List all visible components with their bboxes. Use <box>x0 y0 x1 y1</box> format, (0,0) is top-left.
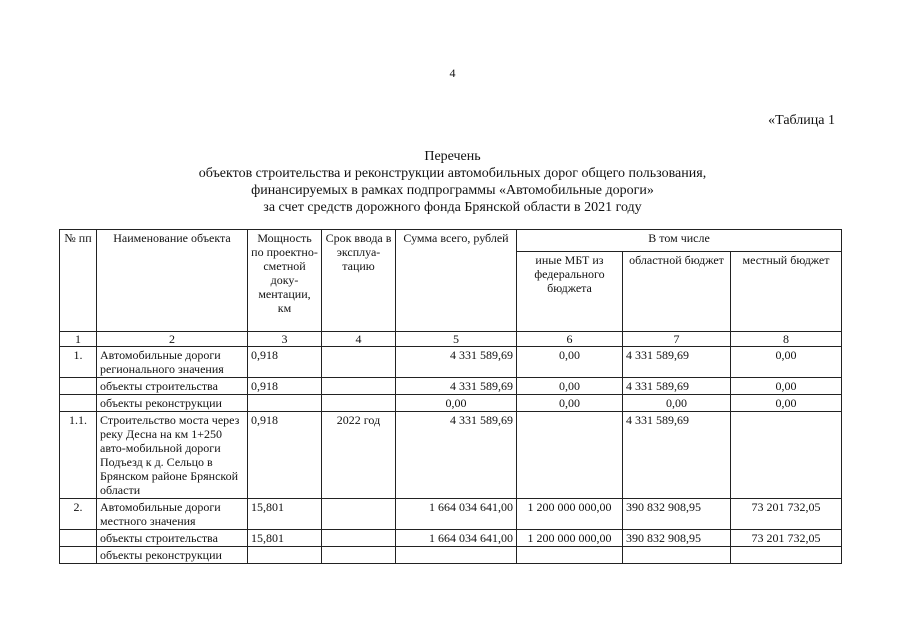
row-num <box>60 547 97 564</box>
row-regional: 4 331 589,69 <box>623 378 731 395</box>
row-capacity <box>248 547 322 564</box>
title-line: Перечень <box>424 149 481 164</box>
row-date <box>322 499 396 530</box>
table-row <box>60 547 842 564</box>
table-row <box>60 378 842 395</box>
row-name: объекты реконструкции <box>97 547 248 564</box>
row-capacity: 0,918 <box>248 412 322 499</box>
title-line: финансируемых в рамках подпрограммы «Автомобильные дороги» <box>251 183 654 198</box>
row-num <box>60 378 97 395</box>
row-num <box>60 530 97 547</box>
row-mbt <box>517 547 623 564</box>
row-regional: 390 832 908,95 <box>623 530 731 547</box>
row-date <box>322 378 396 395</box>
row-num: 2. <box>60 499 97 530</box>
index-cell: 8 <box>731 332 842 347</box>
row-mbt: 0,00 <box>517 347 623 378</box>
header-regional: областной бюджет <box>623 252 731 332</box>
row-mbt: 1 200 000 000,00 <box>517 499 623 530</box>
index-cell: 2 <box>97 332 248 347</box>
index-cell: 4 <box>322 332 396 347</box>
table-row <box>60 499 842 530</box>
row-date <box>322 395 396 412</box>
row-name: объекты строительства <box>97 530 248 547</box>
title-line: за счет средств дорожного фонда Брянской области в 2021 году <box>263 200 642 215</box>
row-capacity: 15,801 <box>248 499 322 530</box>
row-capacity <box>248 395 322 412</box>
row-total: 1 664 034 641,00 <box>396 530 517 547</box>
row-capacity: 0,918 <box>248 378 322 395</box>
row-capacity: 15,801 <box>248 530 322 547</box>
row-local: 0,00 <box>731 347 842 378</box>
row-total: 4 331 589,69 <box>396 412 517 499</box>
row-name: объекты строительства <box>97 378 248 395</box>
header-mbt: иные МБТ из федерального бюджета <box>517 252 623 332</box>
row-local: 73 201 732,05 <box>731 499 842 530</box>
title-line: объектов строительства и реконструкции автомобильных дорог общего пользования, <box>198 166 707 181</box>
table-row <box>60 347 842 378</box>
table-row <box>60 530 842 547</box>
row-regional: 390 832 908,95 <box>623 499 731 530</box>
row-total: 0,00 <box>396 395 517 412</box>
header-commission-date: Срок ввода в эксплуа-тацию <box>322 230 396 332</box>
row-date <box>322 530 396 547</box>
row-total: 4 331 589,69 <box>396 347 517 378</box>
header-num: № пп <box>60 230 97 332</box>
row-mbt: 0,00 <box>517 395 623 412</box>
row-local <box>731 547 842 564</box>
row-mbt: 0,00 <box>517 378 623 395</box>
row-mbt <box>517 412 623 499</box>
index-row <box>60 332 842 347</box>
row-total <box>396 547 517 564</box>
row-name: Автомобильные дороги местного значения <box>97 499 248 530</box>
document-title <box>0 148 905 216</box>
row-num: 1. <box>60 347 97 378</box>
row-local <box>731 412 842 499</box>
table-row <box>60 395 842 412</box>
row-total: 1 664 034 641,00 <box>396 499 517 530</box>
row-name: Автомобильные дороги регионального значения <box>97 347 248 378</box>
row-num: 1.1. <box>60 412 97 499</box>
row-date <box>322 347 396 378</box>
header-local: местный бюджет <box>731 252 842 332</box>
header-total: Сумма всего, рублей <box>396 230 517 332</box>
index-cell: 6 <box>517 332 623 347</box>
index-cell: 5 <box>396 332 517 347</box>
table-reference: «Таблица 1 <box>768 113 835 128</box>
index-cell: 1 <box>60 332 97 347</box>
row-regional: 4 331 589,69 <box>623 412 731 499</box>
row-name: Строительство моста через реку Десна на км 1+250 авто-мобильной дороги Подъезд к д. Сельцо в Брянском районе Брянской области <box>97 412 248 499</box>
header-name: Наименование объекта <box>97 230 248 332</box>
objects-table <box>59 229 842 564</box>
row-total: 4 331 589,69 <box>396 378 517 395</box>
row-local: 0,00 <box>731 378 842 395</box>
index-cell: 3 <box>248 332 322 347</box>
table-row <box>60 412 842 499</box>
row-regional <box>623 547 731 564</box>
row-regional: 0,00 <box>623 395 731 412</box>
row-num <box>60 395 97 412</box>
row-date <box>322 547 396 564</box>
row-capacity: 0,918 <box>248 347 322 378</box>
page-number: 4 <box>449 66 456 80</box>
row-local: 0,00 <box>731 395 842 412</box>
row-regional: 4 331 589,69 <box>623 347 731 378</box>
row-mbt: 1 200 000 000,00 <box>517 530 623 547</box>
row-name: объекты реконструкции <box>97 395 248 412</box>
index-cell: 7 <box>623 332 731 347</box>
header-capacity: Мощность по проектно-сметной доку-ментации, км <box>248 230 322 332</box>
header-including: В том числе <box>517 230 842 252</box>
row-date: 2022 год <box>322 412 396 499</box>
row-local: 73 201 732,05 <box>731 530 842 547</box>
